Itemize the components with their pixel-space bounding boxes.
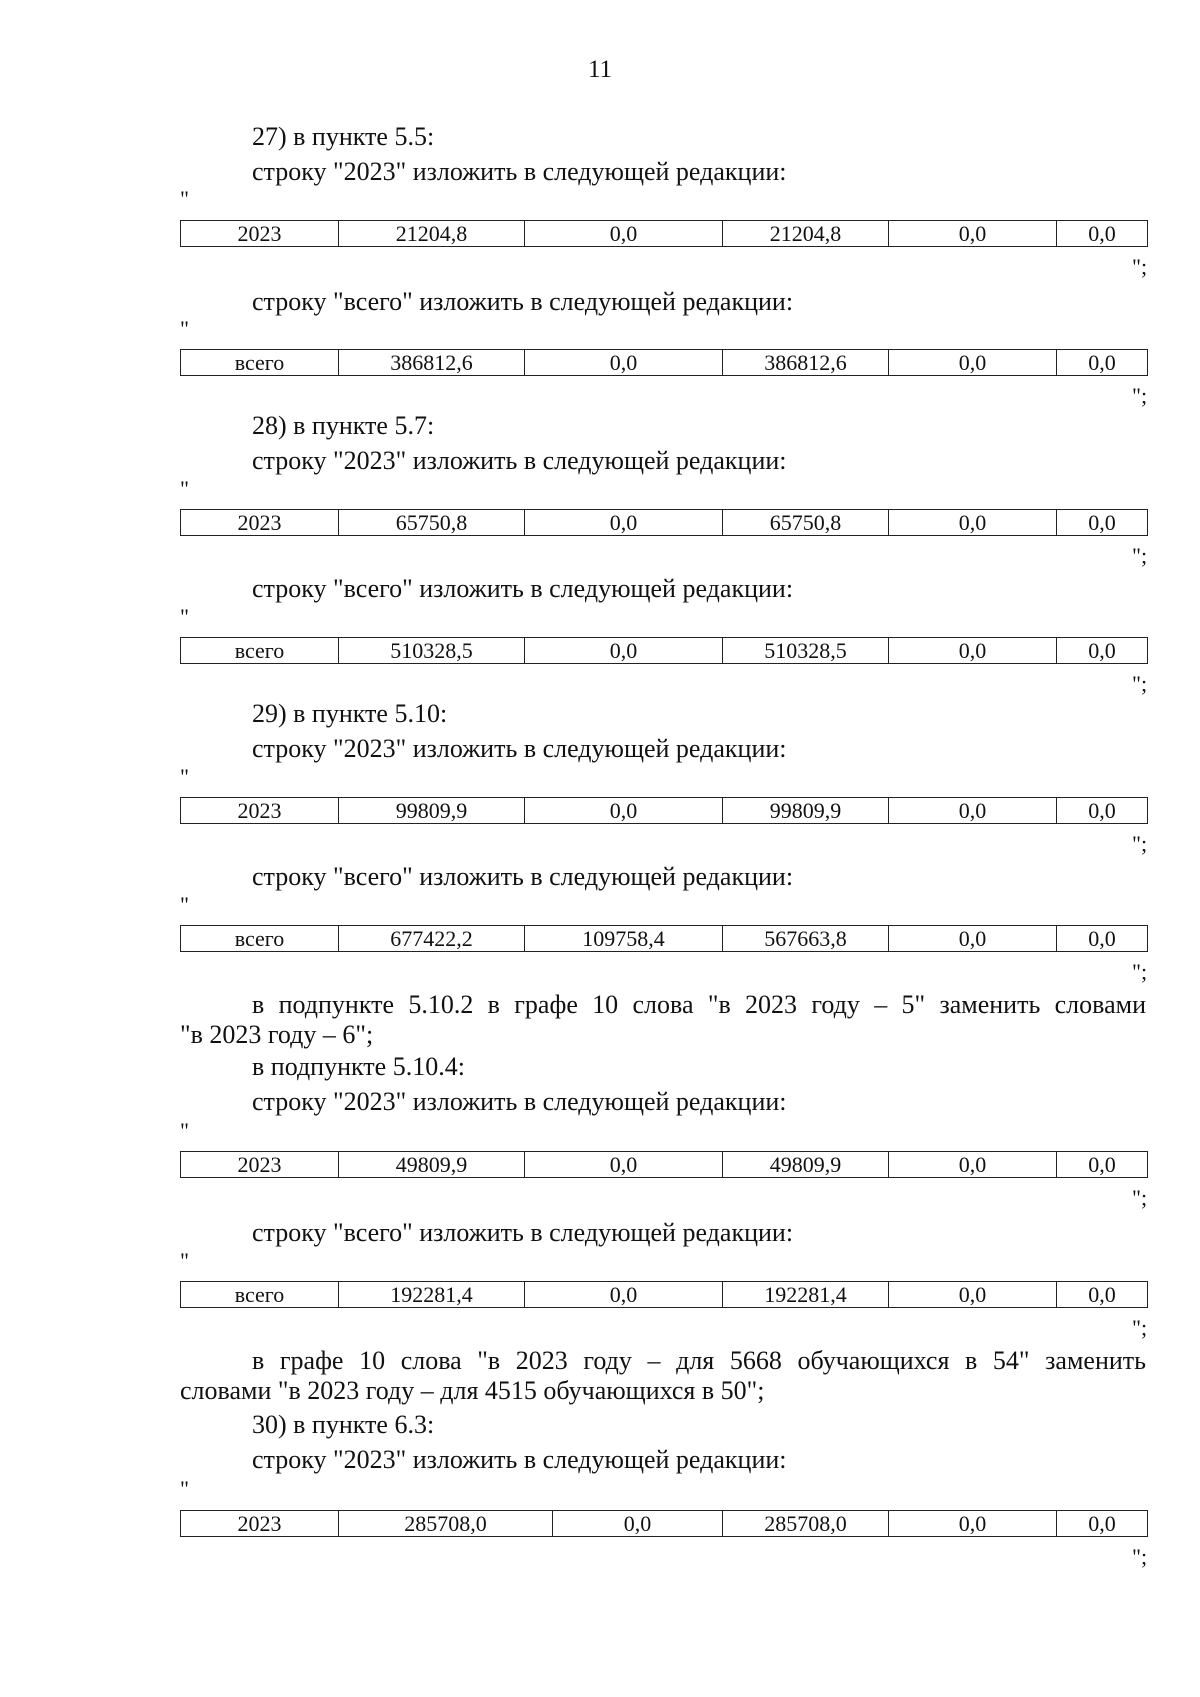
table-cell: 0,0: [889, 1282, 1057, 1308]
table-cell: 99809,9: [339, 798, 525, 824]
close-quote: ";: [1132, 1315, 1148, 1340]
open-quote: ": [180, 1476, 189, 1501]
table-cell: 2023: [181, 510, 339, 536]
table-cell: 0,0: [525, 638, 723, 664]
item-28-line-total: строку "всего" изложить в следующей редакции:: [252, 574, 794, 603]
table-cell: 0,0: [525, 1282, 723, 1308]
subitem-line-total: строку "всего" изложить в следующей редакции:: [252, 1218, 794, 1247]
table-cell: 21204,8: [339, 221, 525, 247]
table-cell: 2023: [181, 1152, 339, 1178]
table-row: [180, 1151, 1148, 1178]
item-27-heading: 27) в пункте 5.5:: [252, 122, 435, 151]
table-cell: 49809,9: [723, 1152, 889, 1178]
table-cell: 192281,4: [723, 1282, 889, 1308]
table-cell: 0,0: [525, 510, 723, 536]
table-cell: 0,0: [889, 798, 1057, 824]
table-row: [180, 509, 1148, 536]
item-27-line-total: строку "всего" изложить в следующей редакции:: [252, 287, 794, 316]
subitem-line-2023: строку "2023" изложить в следующей редакции:: [252, 1087, 787, 1116]
table-cell: 2023: [181, 1511, 339, 1537]
table-cell: 65750,8: [339, 510, 525, 536]
table-cell: 285708,0: [723, 1511, 889, 1537]
close-quote: ";: [1132, 383, 1148, 408]
table-cell: 65750,8: [723, 510, 889, 536]
table-row: [180, 1510, 1148, 1537]
item-29-heading: 29) в пункте 5.10:: [252, 699, 448, 728]
table-cell: 510328,5: [723, 638, 889, 664]
table-cell: 510328,5: [339, 638, 525, 664]
table-cell: 0,0: [525, 1152, 723, 1178]
table-cell: 0,0: [1057, 798, 1148, 824]
table-row: [180, 637, 1148, 664]
table-cell: 0,0: [525, 798, 723, 824]
open-quote: ": [180, 1118, 189, 1143]
open-quote: ": [180, 476, 189, 501]
table-cell: 0,0: [889, 926, 1057, 952]
table-cell: 0,0: [525, 350, 723, 376]
table-row: [180, 1281, 1148, 1308]
table-cell: 0,0: [1057, 926, 1148, 952]
open-quote: ": [180, 892, 189, 917]
table-cell: 0,0: [889, 221, 1057, 247]
item-29-line-total: строку "всего" изложить в следующей редакции:: [252, 862, 794, 891]
item-28-line-2023: строку "2023" изложить в следующей редакции:: [252, 446, 787, 475]
subitem-5-10-4-heading: в подпункте 5.10.4:: [252, 1052, 465, 1081]
item-29-line-2023: строку "2023" изложить в следующей редакции:: [252, 734, 787, 763]
table-cell: 0,0: [1057, 1152, 1148, 1178]
open-quote: ": [180, 764, 189, 789]
item-28-heading: 28) в пункте 5.7:: [252, 411, 435, 440]
table-row: [180, 220, 1148, 247]
table-cell: 2023: [181, 798, 339, 824]
table-cell: 677422,2: [339, 926, 525, 952]
table-cell: 0,0: [1057, 510, 1148, 536]
table-cell: всего: [181, 926, 339, 952]
open-quote: ": [180, 1248, 189, 1273]
table-cell: 0,0: [889, 350, 1057, 376]
table-cell: всего: [181, 1282, 339, 1308]
table-cell: 109758,4: [525, 926, 723, 952]
table-cell: 21204,8: [723, 221, 889, 247]
table-cell: 0,0: [1057, 1282, 1148, 1308]
table-cell: 0,0: [889, 638, 1057, 664]
close-quote: ";: [1132, 671, 1148, 696]
close-quote: ";: [1132, 543, 1148, 568]
table-cell: 285708,0: [339, 1511, 553, 1537]
table-cell: 0,0: [1057, 221, 1148, 247]
table-cell: 0,0: [553, 1511, 723, 1537]
close-quote: ";: [1132, 1185, 1148, 1210]
table-cell: 0,0: [1057, 350, 1148, 376]
table-cell: 0,0: [889, 1511, 1057, 1537]
table-cell: 0,0: [889, 510, 1057, 536]
table-row: [180, 349, 1148, 376]
table-cell: 99809,9: [723, 798, 889, 824]
table-cell: 0,0: [889, 1152, 1057, 1178]
paragraph-grafa-10-line-2: словами "в 2023 году – для 4515 обучающихся в 50";: [180, 1376, 765, 1405]
paragraph-5-10-2-line-2: "в 2023 году – 6";: [180, 1020, 374, 1049]
table-cell: 0,0: [525, 221, 723, 247]
open-quote: ": [180, 604, 189, 629]
paragraph-5-10-2-line-1: в подпункте 5.10.2 в графе 10 слова "в 2023 году – 5" заменить словами: [252, 990, 1146, 1019]
close-quote: ";: [1132, 831, 1148, 856]
table-cell: 192281,4: [339, 1282, 525, 1308]
item-27-line-2023: строку "2023" изложить в следующей редакции:: [252, 157, 787, 186]
close-quote: ";: [1132, 254, 1148, 279]
close-quote: ";: [1132, 1544, 1148, 1569]
table-cell: всего: [181, 638, 339, 664]
table-cell: 0,0: [1057, 638, 1148, 664]
table-cell: 0,0: [1057, 1511, 1148, 1537]
table-row: [180, 797, 1148, 824]
open-quote: ": [180, 186, 189, 211]
table-cell: 386812,6: [723, 350, 889, 376]
table-cell: 49809,9: [339, 1152, 525, 1178]
table-cell: 2023: [181, 221, 339, 247]
paragraph-grafa-10-line-1: в графе 10 слова "в 2023 году – для 5668 обучающихся в 54" заменить: [252, 1346, 1146, 1375]
open-quote: ": [180, 316, 189, 341]
table-cell: 386812,6: [339, 350, 525, 376]
table-row: [180, 925, 1148, 952]
page-number: 11: [587, 56, 613, 83]
item-30-line-2023: строку "2023" изложить в следующей редакции:: [252, 1445, 787, 1474]
item-30-heading: 30) в пункте 6.3:: [252, 1410, 435, 1439]
table-cell: 567663,8: [723, 926, 889, 952]
table-cell: всего: [181, 350, 339, 376]
close-quote: ";: [1132, 959, 1148, 984]
